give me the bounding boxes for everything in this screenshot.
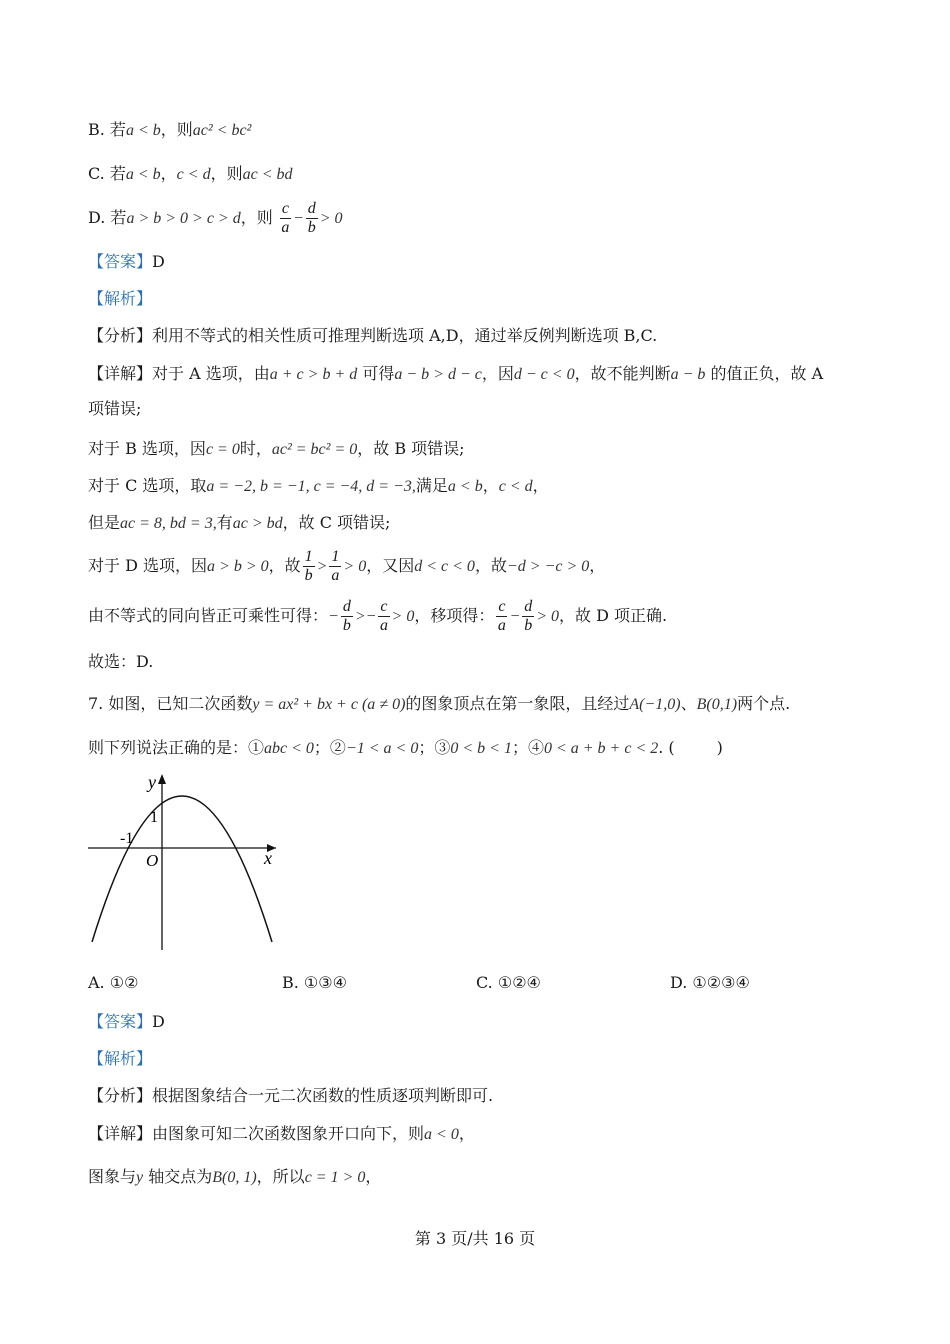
option-b: B. 若a < b，则ac² < bc² [88, 120, 252, 139]
y-axis-label: y [148, 772, 156, 792]
q7-detail-line-2: 图象与y 轴交点为B(0, 1)，所以c = 1 > 0， [88, 1167, 382, 1186]
conclusion: 故选：D. [88, 652, 154, 671]
fenxi-line: 【分析】利用不等式的相关性质可推理判断选项 A,D，通过举反例判断选项 B,C. [88, 326, 658, 345]
parabola-curve [92, 796, 272, 942]
detail-c-cont: 但是ac = 8, bd = 3,有ac > bd，故 C 项错误; [88, 513, 391, 532]
x-axis-label: x [264, 848, 272, 868]
fraction: $\frac{d}{b}$ [524, 598, 533, 634]
q7-option-a: A. ①② [88, 973, 139, 992]
q7-answer-line: 【答案】D [88, 1012, 165, 1031]
q7-option-b: B. ①③④ [282, 973, 347, 992]
fraction: $\frac{1}{b}$ [304, 548, 313, 584]
q7-fenxi-line: 【分析】根据图象结合一元二次函数的性质逐项判断即可. [88, 1086, 494, 1105]
detail-b-line: 对于 B 选项，因c = 0时，ac² = bc² = 0，故 B 项错误; [88, 439, 465, 458]
fraction: $\frac{1}{a}$ [331, 548, 340, 584]
tick-label-neg1: -1 [120, 830, 134, 847]
answer-line: 【答案】D [88, 252, 165, 271]
q7-option-d: D. ①②③④ [670, 973, 750, 992]
option-c: C. 若a < b，c < d，则ac < bd [88, 164, 293, 183]
fraction: $\frac{d}{b}$ [307, 200, 316, 236]
detail-d-cont: 由不等式的同向皆正可乘性可得：− $\frac{d}{b}$ >− $\frac{c}{a}$ > 0，移项得： $\frac{c}{a}$ − $\frac{d}{b}$ > 0，故 D 项正确. [88, 598, 668, 634]
fraction: $\frac{c}{a}$ [497, 598, 506, 634]
detail-d-line: 对于 D 选项，因a > b > 0，故 $\frac{1}{b}$ > $\frac{1}{a}$ > 0，又因d < c < 0，故−d > −c > 0， [88, 548, 606, 584]
page-footer: 第 3 页/共 16 页 [414, 1229, 536, 1248]
fraction: $\frac{d}{b}$ [342, 598, 351, 634]
analysis-heading: 【解析】 [88, 289, 153, 308]
q7-stem-1: 7. 如图，已知二次函数y = ax² + bx + c (a ≠ 0)的图象顶点在第一象限，且经过A(−1,0)、B(0,1)两个点. [88, 694, 791, 713]
detail-a-cont: 项错误; [88, 399, 142, 418]
q7-detail-line-1: 【详解】由图象可知二次函数图象开口向下，则a < 0， [88, 1124, 475, 1143]
parabola-figure [84, 770, 284, 955]
fraction: $\frac{c}{a}$ [281, 200, 290, 236]
detail-c-line: 对于 C 选项，取a = −2, b = −1, c = −4, d = −3,满足a < b，c < d， [88, 476, 549, 495]
origin-label: O [146, 851, 159, 870]
y-axis-arrow [158, 774, 166, 784]
tick-label-1: 1 [150, 809, 158, 826]
q7-analysis-heading: 【解析】 [88, 1049, 153, 1068]
q7-option-c: C. ①②④ [476, 973, 541, 992]
q7-stem-2: 则下列说法正确的是：①abc < 0；②−1 < a < 0；③0 < b < 1；④0 < a + b + c < 2. ( ) [88, 738, 723, 757]
fraction: $\frac{c}{a}$ [379, 598, 388, 634]
detail-a-line: 【详解】对于 A 选项，由a + c > b + d 可得a − b > d − c，因d − c < 0，故不能判断a − b 的值正负，故 A [88, 364, 824, 383]
option-d: D. 若a > b > 0 > c > d，则 $\frac{c}{a}$ − $\frac{d}{b}$ > 0 [88, 200, 343, 236]
